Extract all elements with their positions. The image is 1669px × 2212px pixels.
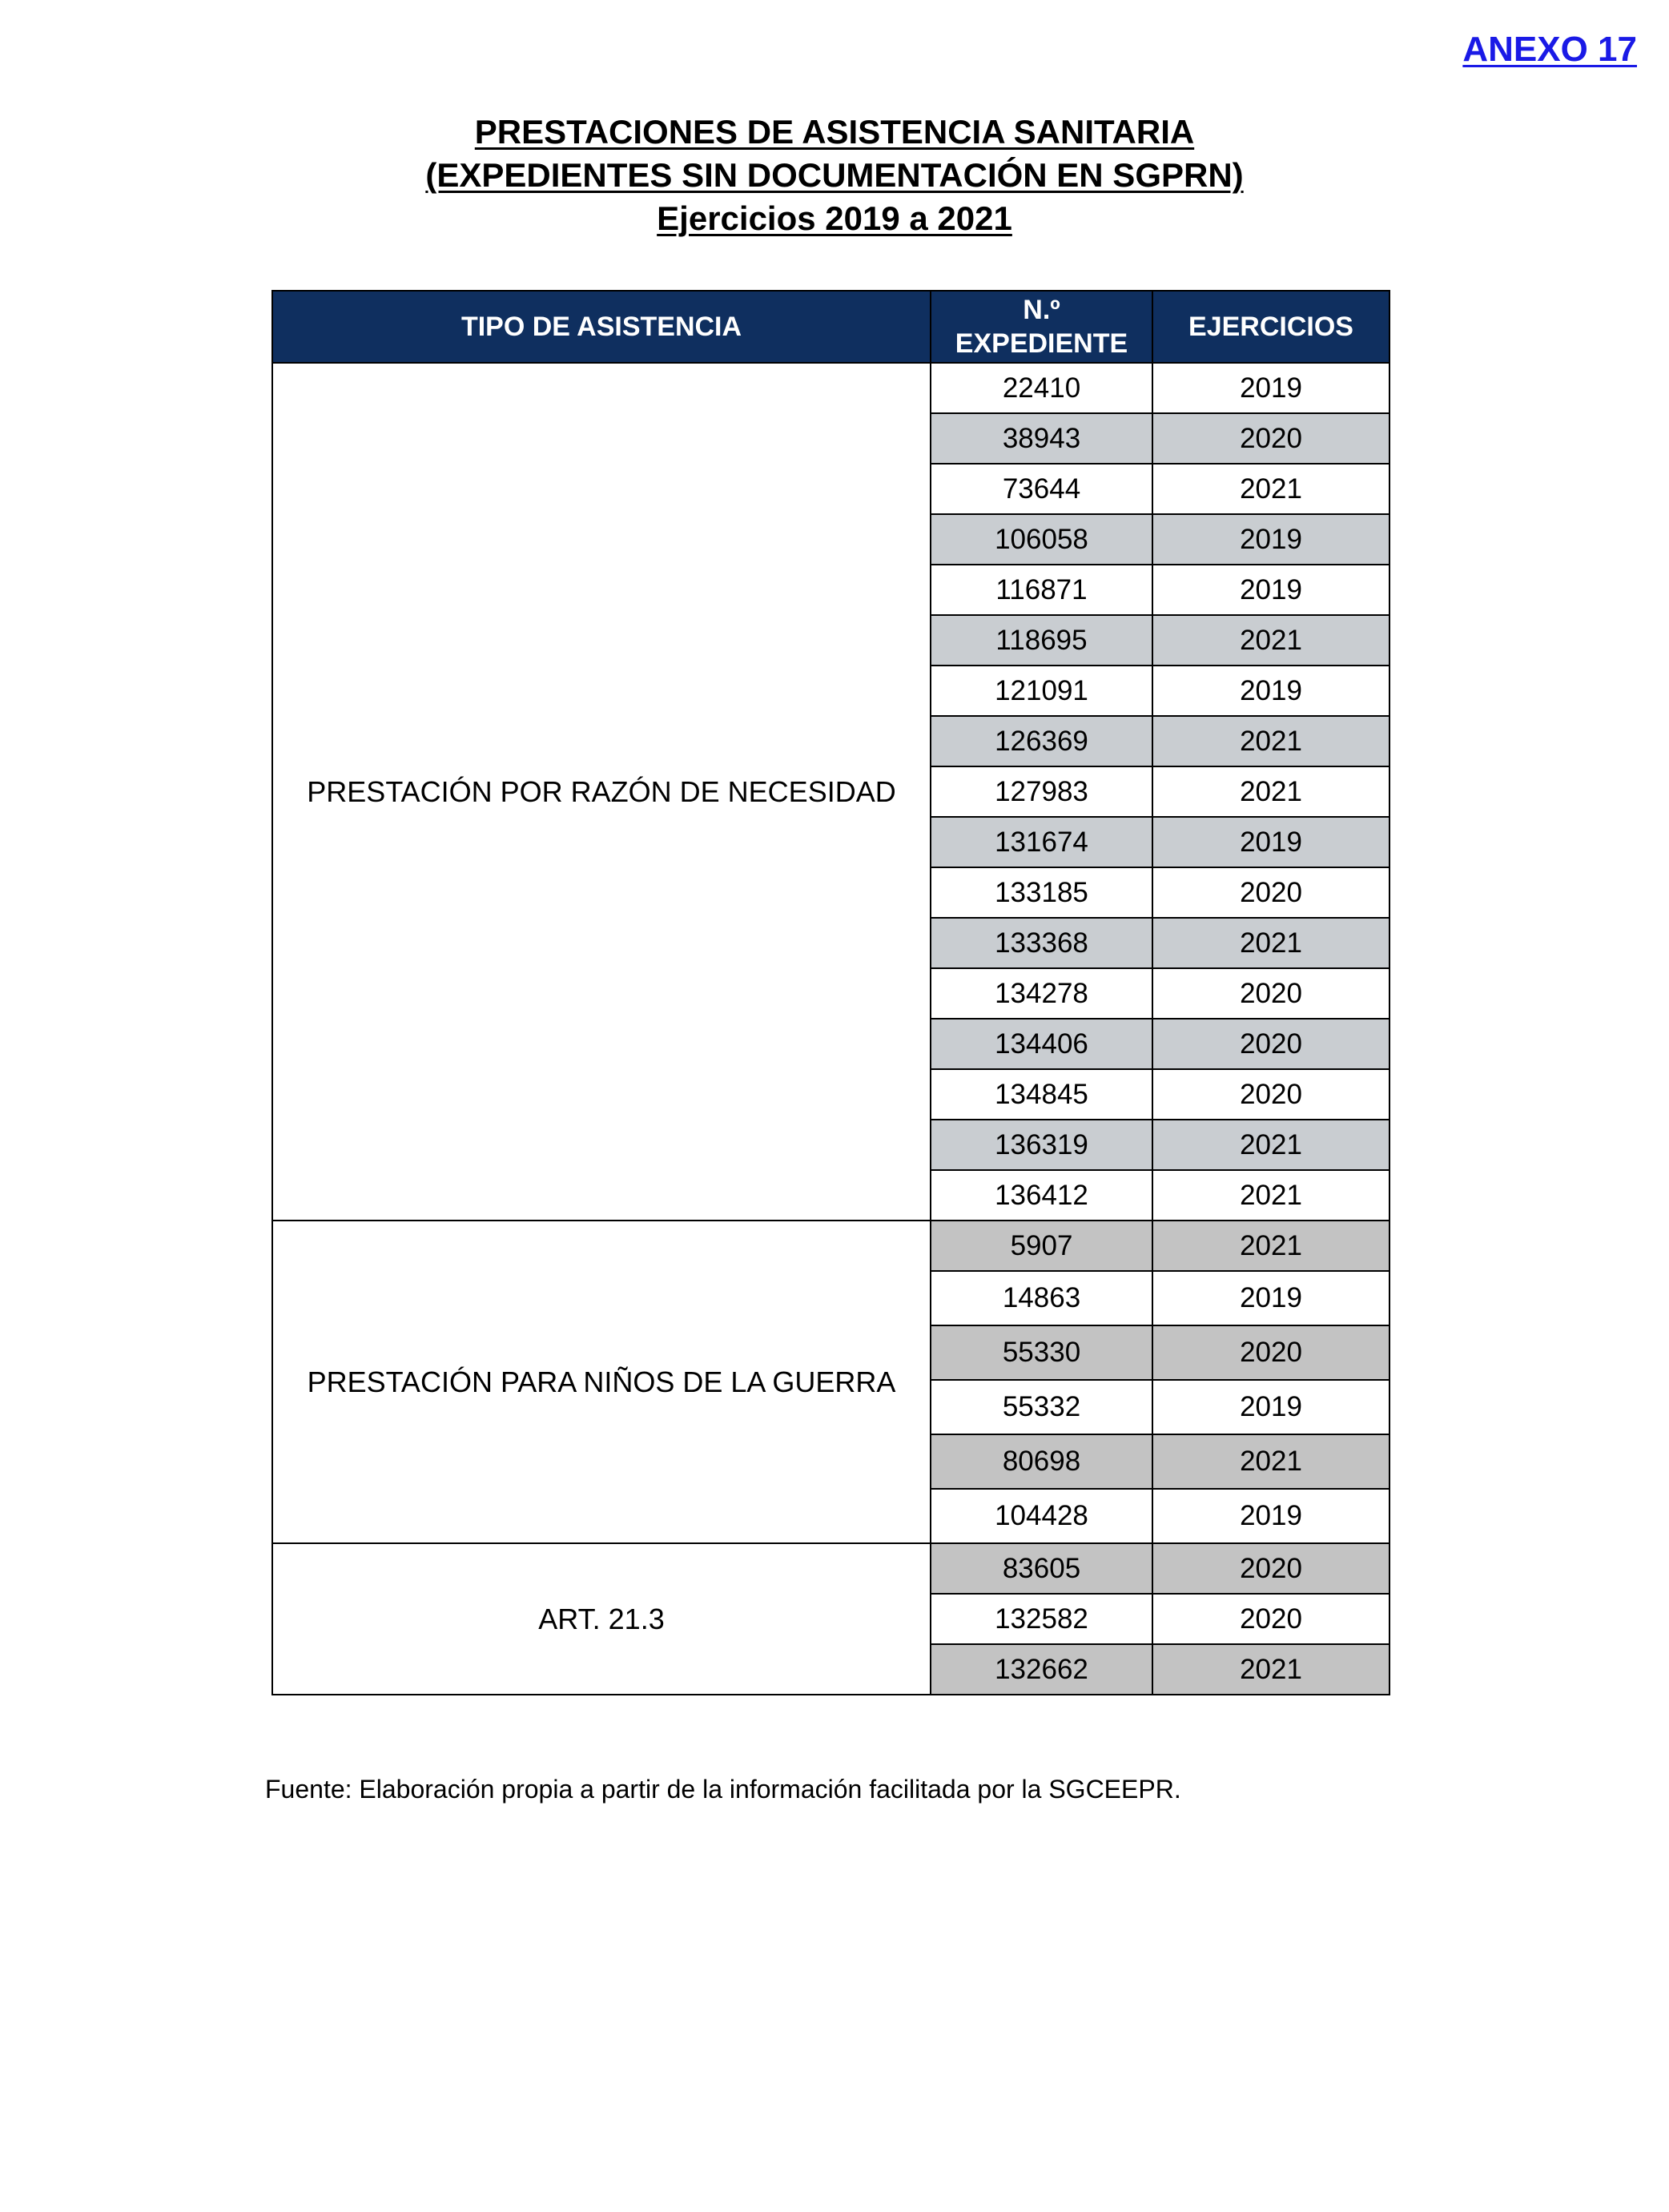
ejercicio-cell: 2020 bbox=[1152, 1325, 1389, 1380]
source-note: Fuente: Elaboración propia a partir de la información facilitada por la SGCEEPR. bbox=[265, 1775, 1181, 1804]
ejercicio-cell: 2020 bbox=[1152, 968, 1389, 1019]
ejercicio-cell: 2021 bbox=[1152, 1120, 1389, 1170]
ejercicio-cell: 2020 bbox=[1152, 1019, 1389, 1069]
ejercicio-cell: 2019 bbox=[1152, 363, 1389, 413]
ejercicio-cell: 2019 bbox=[1152, 1380, 1389, 1434]
ejercicio-cell: 2021 bbox=[1152, 464, 1389, 514]
tipo-asistencia-cell: ART. 21.3 bbox=[272, 1543, 931, 1695]
table-row bbox=[272, 1221, 1389, 1271]
ejercicio-cell: 2021 bbox=[1152, 1221, 1389, 1271]
title-line-3: Ejercicios 2019 a 2021 bbox=[657, 199, 1012, 237]
ejercicio-cell: 2021 bbox=[1152, 1434, 1389, 1489]
ejercicio-cell: 2021 bbox=[1152, 766, 1389, 817]
title-line-2: (EXPEDIENTES SIN DOCUMENTACIÓN EN SGPRN) bbox=[425, 156, 1244, 194]
expediente-cell: 127983 bbox=[931, 766, 1152, 817]
ejercicio-cell: 2021 bbox=[1152, 1644, 1389, 1695]
header-expediente bbox=[931, 291, 1152, 363]
expediente-cell: 132662 bbox=[931, 1644, 1152, 1695]
table-row bbox=[272, 363, 1389, 413]
header-tipo-asistencia: TIPO DE ASISTENCIA bbox=[272, 291, 931, 363]
ejercicio-cell: 2021 bbox=[1152, 615, 1389, 666]
ejercicio-cell: 2020 bbox=[1152, 867, 1389, 918]
document-title bbox=[0, 111, 1669, 240]
ejercicio-cell: 2019 bbox=[1152, 666, 1389, 716]
annex-label: ANEXO 17 bbox=[1462, 30, 1637, 69]
table-row bbox=[272, 1543, 1389, 1594]
ejercicio-cell: 2020 bbox=[1152, 1069, 1389, 1120]
header-ejercicios: EJERCICIOS bbox=[1152, 291, 1389, 363]
expediente-cell: 134406 bbox=[931, 1019, 1152, 1069]
expediente-cell: 106058 bbox=[931, 514, 1152, 565]
expediente-cell: 134845 bbox=[931, 1069, 1152, 1120]
ejercicio-cell: 2019 bbox=[1152, 514, 1389, 565]
ejercicio-cell: 2019 bbox=[1152, 565, 1389, 615]
ejercicio-cell: 2021 bbox=[1152, 1170, 1389, 1221]
expediente-cell: 38943 bbox=[931, 413, 1152, 464]
expediente-cell: 22410 bbox=[931, 363, 1152, 413]
expediente-cell: 121091 bbox=[931, 666, 1152, 716]
expediente-cell: 131674 bbox=[931, 817, 1152, 867]
expediente-cell: 132582 bbox=[931, 1594, 1152, 1644]
header-expediente-line1: N.º bbox=[1023, 295, 1060, 325]
expediente-cell: 118695 bbox=[931, 615, 1152, 666]
ejercicio-cell: 2019 bbox=[1152, 817, 1389, 867]
expediente-cell: 55332 bbox=[931, 1380, 1152, 1434]
tipo-asistencia-cell: PRESTACIÓN POR RAZÓN DE NECESIDAD bbox=[272, 363, 931, 1221]
ejercicio-cell: 2020 bbox=[1152, 1594, 1389, 1644]
expedientes-table bbox=[271, 290, 1390, 1695]
ejercicio-cell: 2020 bbox=[1152, 1543, 1389, 1594]
header-expediente-line2: EXPEDIENTE bbox=[955, 328, 1128, 359]
expediente-cell: 104428 bbox=[931, 1489, 1152, 1543]
expediente-cell: 83605 bbox=[931, 1543, 1152, 1594]
expediente-cell: 133368 bbox=[931, 918, 1152, 968]
title-line-1: PRESTACIONES DE ASISTENCIA SANITARIA bbox=[474, 113, 1195, 151]
expediente-cell: 126369 bbox=[931, 716, 1152, 766]
expediente-cell: 116871 bbox=[931, 565, 1152, 615]
expediente-cell: 80698 bbox=[931, 1434, 1152, 1489]
ejercicio-cell: 2021 bbox=[1152, 918, 1389, 968]
table-body bbox=[272, 363, 1389, 1695]
ejercicio-cell: 2021 bbox=[1152, 716, 1389, 766]
expediente-cell: 134278 bbox=[931, 968, 1152, 1019]
expediente-cell: 136319 bbox=[931, 1120, 1152, 1170]
expediente-cell: 73644 bbox=[931, 464, 1152, 514]
expediente-cell: 14863 bbox=[931, 1271, 1152, 1325]
expediente-cell: 133185 bbox=[931, 867, 1152, 918]
ejercicio-cell: 2020 bbox=[1152, 413, 1389, 464]
expediente-cell: 5907 bbox=[931, 1221, 1152, 1271]
expediente-cell: 55330 bbox=[931, 1325, 1152, 1380]
ejercicio-cell: 2019 bbox=[1152, 1489, 1389, 1543]
expediente-cell: 136412 bbox=[931, 1170, 1152, 1221]
table-header-row bbox=[272, 291, 1389, 363]
tipo-asistencia-cell: PRESTACIÓN PARA NIÑOS DE LA GUERRA bbox=[272, 1221, 931, 1543]
ejercicio-cell: 2019 bbox=[1152, 1271, 1389, 1325]
